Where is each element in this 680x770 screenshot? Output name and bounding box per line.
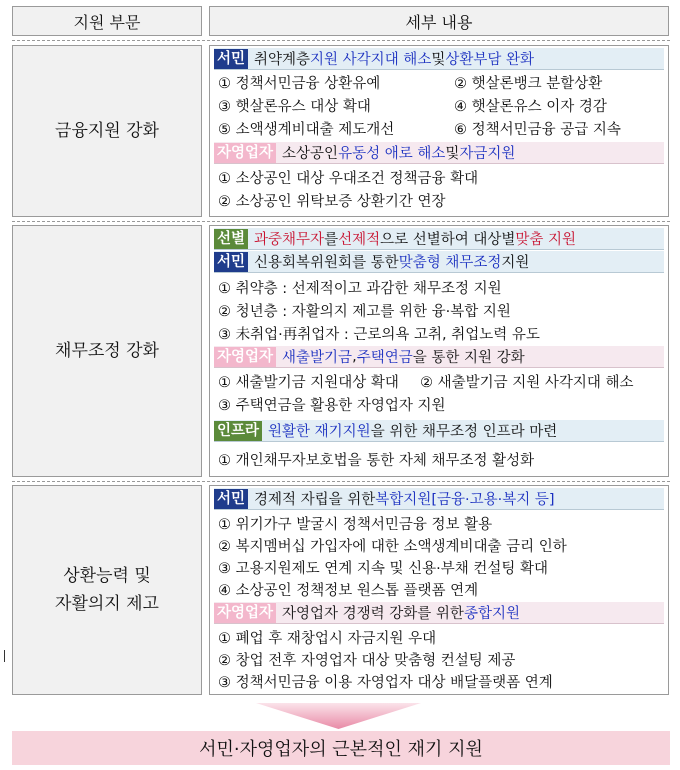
list-item: ③ 未취업·再취업자 : 근로의욕 고취, 취업노력 유도 [218, 326, 540, 343]
list-item: ① 취약층 : 선제적이고 과감한 채무조정 지원 [218, 280, 502, 297]
down-arrow-icon [256, 703, 421, 729]
list-item: ① 폐업 후 재창업시 자금지원 우대 [218, 630, 437, 647]
list-item: ① 새출발기금 지원대상 확대 ② 새출발기금 지원 사각지대 해소 [218, 374, 634, 391]
list-item: ② 소상공인 위탁보증 상환기간 연장 [218, 193, 446, 210]
tag-badge: 자영업자 [214, 347, 276, 367]
tag-badge: 인프라 [214, 421, 262, 441]
list-item: ① 정책서민금융 상환유예 ② 햇살론뱅크 분할상환 [218, 75, 603, 92]
section-title-finance: 금융지원 강화 [12, 45, 202, 217]
tag-badge: 서민 [214, 489, 248, 509]
header-category: 지원 부문 [12, 6, 202, 36]
section-content-debt-adjustment [209, 225, 669, 477]
list-item: ⑤ 소액생계비대출 제도개선 ⑥ 정책서민금융 공급 지속 [218, 121, 621, 138]
block-heading: 자영업자 자영업자 경쟁력 강화를 위한 종합지원 [214, 602, 664, 624]
list-item: ② 청년층 : 자활의지 제고를 위한 융·복합 지원 [218, 303, 511, 320]
block-heading: 인프라 원활한 재기지원 을 위한 채무조정 인프라 마련 [214, 420, 664, 442]
block-heading: 자영업자 소상공인 유동성 애로 해소 및 자금지원 [214, 142, 664, 164]
edge-marker [4, 650, 5, 662]
block-heading: 자영업자 새출발기금 , 주택연금 을 통한 지원 강화 [214, 346, 664, 368]
block-heading: 서민 경제적 자립을 위한 복합지원[금융·고용·복지 등] [214, 488, 664, 510]
tag-badge: 서민 [214, 49, 248, 69]
block-heading: 서민 취약계층 지원 사각지대 해소 및 상환부담 완화 [214, 48, 664, 70]
section-divider [12, 221, 670, 222]
block-heading: 서민 신용회복위원회를 통한 맞춤형 채무조정 지원 [214, 251, 664, 273]
list-item: ③ 고용지원제도 연계 지속 및 신용·부채 컨설팅 확대 [218, 560, 549, 577]
list-item: ② 복지멤버십 가입자에 대한 소액생계비대출 금리 인하 [218, 538, 567, 555]
tag-badge: 자영업자 [214, 143, 276, 163]
list-item: ③ 햇살론유스 대상 확대 ④ 햇살론유스 이자 경감 [218, 98, 607, 115]
conclusion-banner: 서민·자영업자의 근본적인 재기 지원 [12, 731, 670, 765]
tag-badge: 자영업자 [214, 603, 276, 623]
list-item: ① 소상공인 대상 우대조건 정책금융 확대 [218, 170, 479, 187]
section-content-repayment [209, 485, 669, 695]
section-content-finance [209, 45, 669, 217]
section-title-debt-adjustment: 채무조정 강화 [12, 225, 202, 477]
list-item: ③ 주택연금을 활용한 자영업자 지원 [218, 397, 446, 414]
section-divider [12, 40, 670, 41]
tag-badge: 서민 [214, 252, 248, 272]
section-divider [12, 481, 670, 482]
section-title-repayment: 상환능력 및 자활의지 제고 [12, 485, 202, 695]
block-heading: 선별 과중채무자 를 선제적 으로 선별하여 대상별 맞춤 지원 [214, 228, 664, 250]
header-details: 세부 내용 [209, 6, 669, 36]
list-item: ① 개인채무자보호법을 통한 자체 채무조정 활성화 [218, 452, 535, 469]
list-item: ④ 소상공인 정책정보 원스톱 플랫폼 연계 [218, 582, 479, 599]
list-item: ③ 정책서민금융 이용 자영업자 대상 배달플랫폼 연계 [218, 674, 553, 691]
list-item: ② 창업 전후 자영업자 대상 맞춤형 컨설팅 제공 [218, 652, 516, 669]
list-item: ① 위기가구 발굴시 정책서민금융 정보 활용 [218, 516, 493, 533]
tag-badge: 선별 [214, 229, 248, 249]
